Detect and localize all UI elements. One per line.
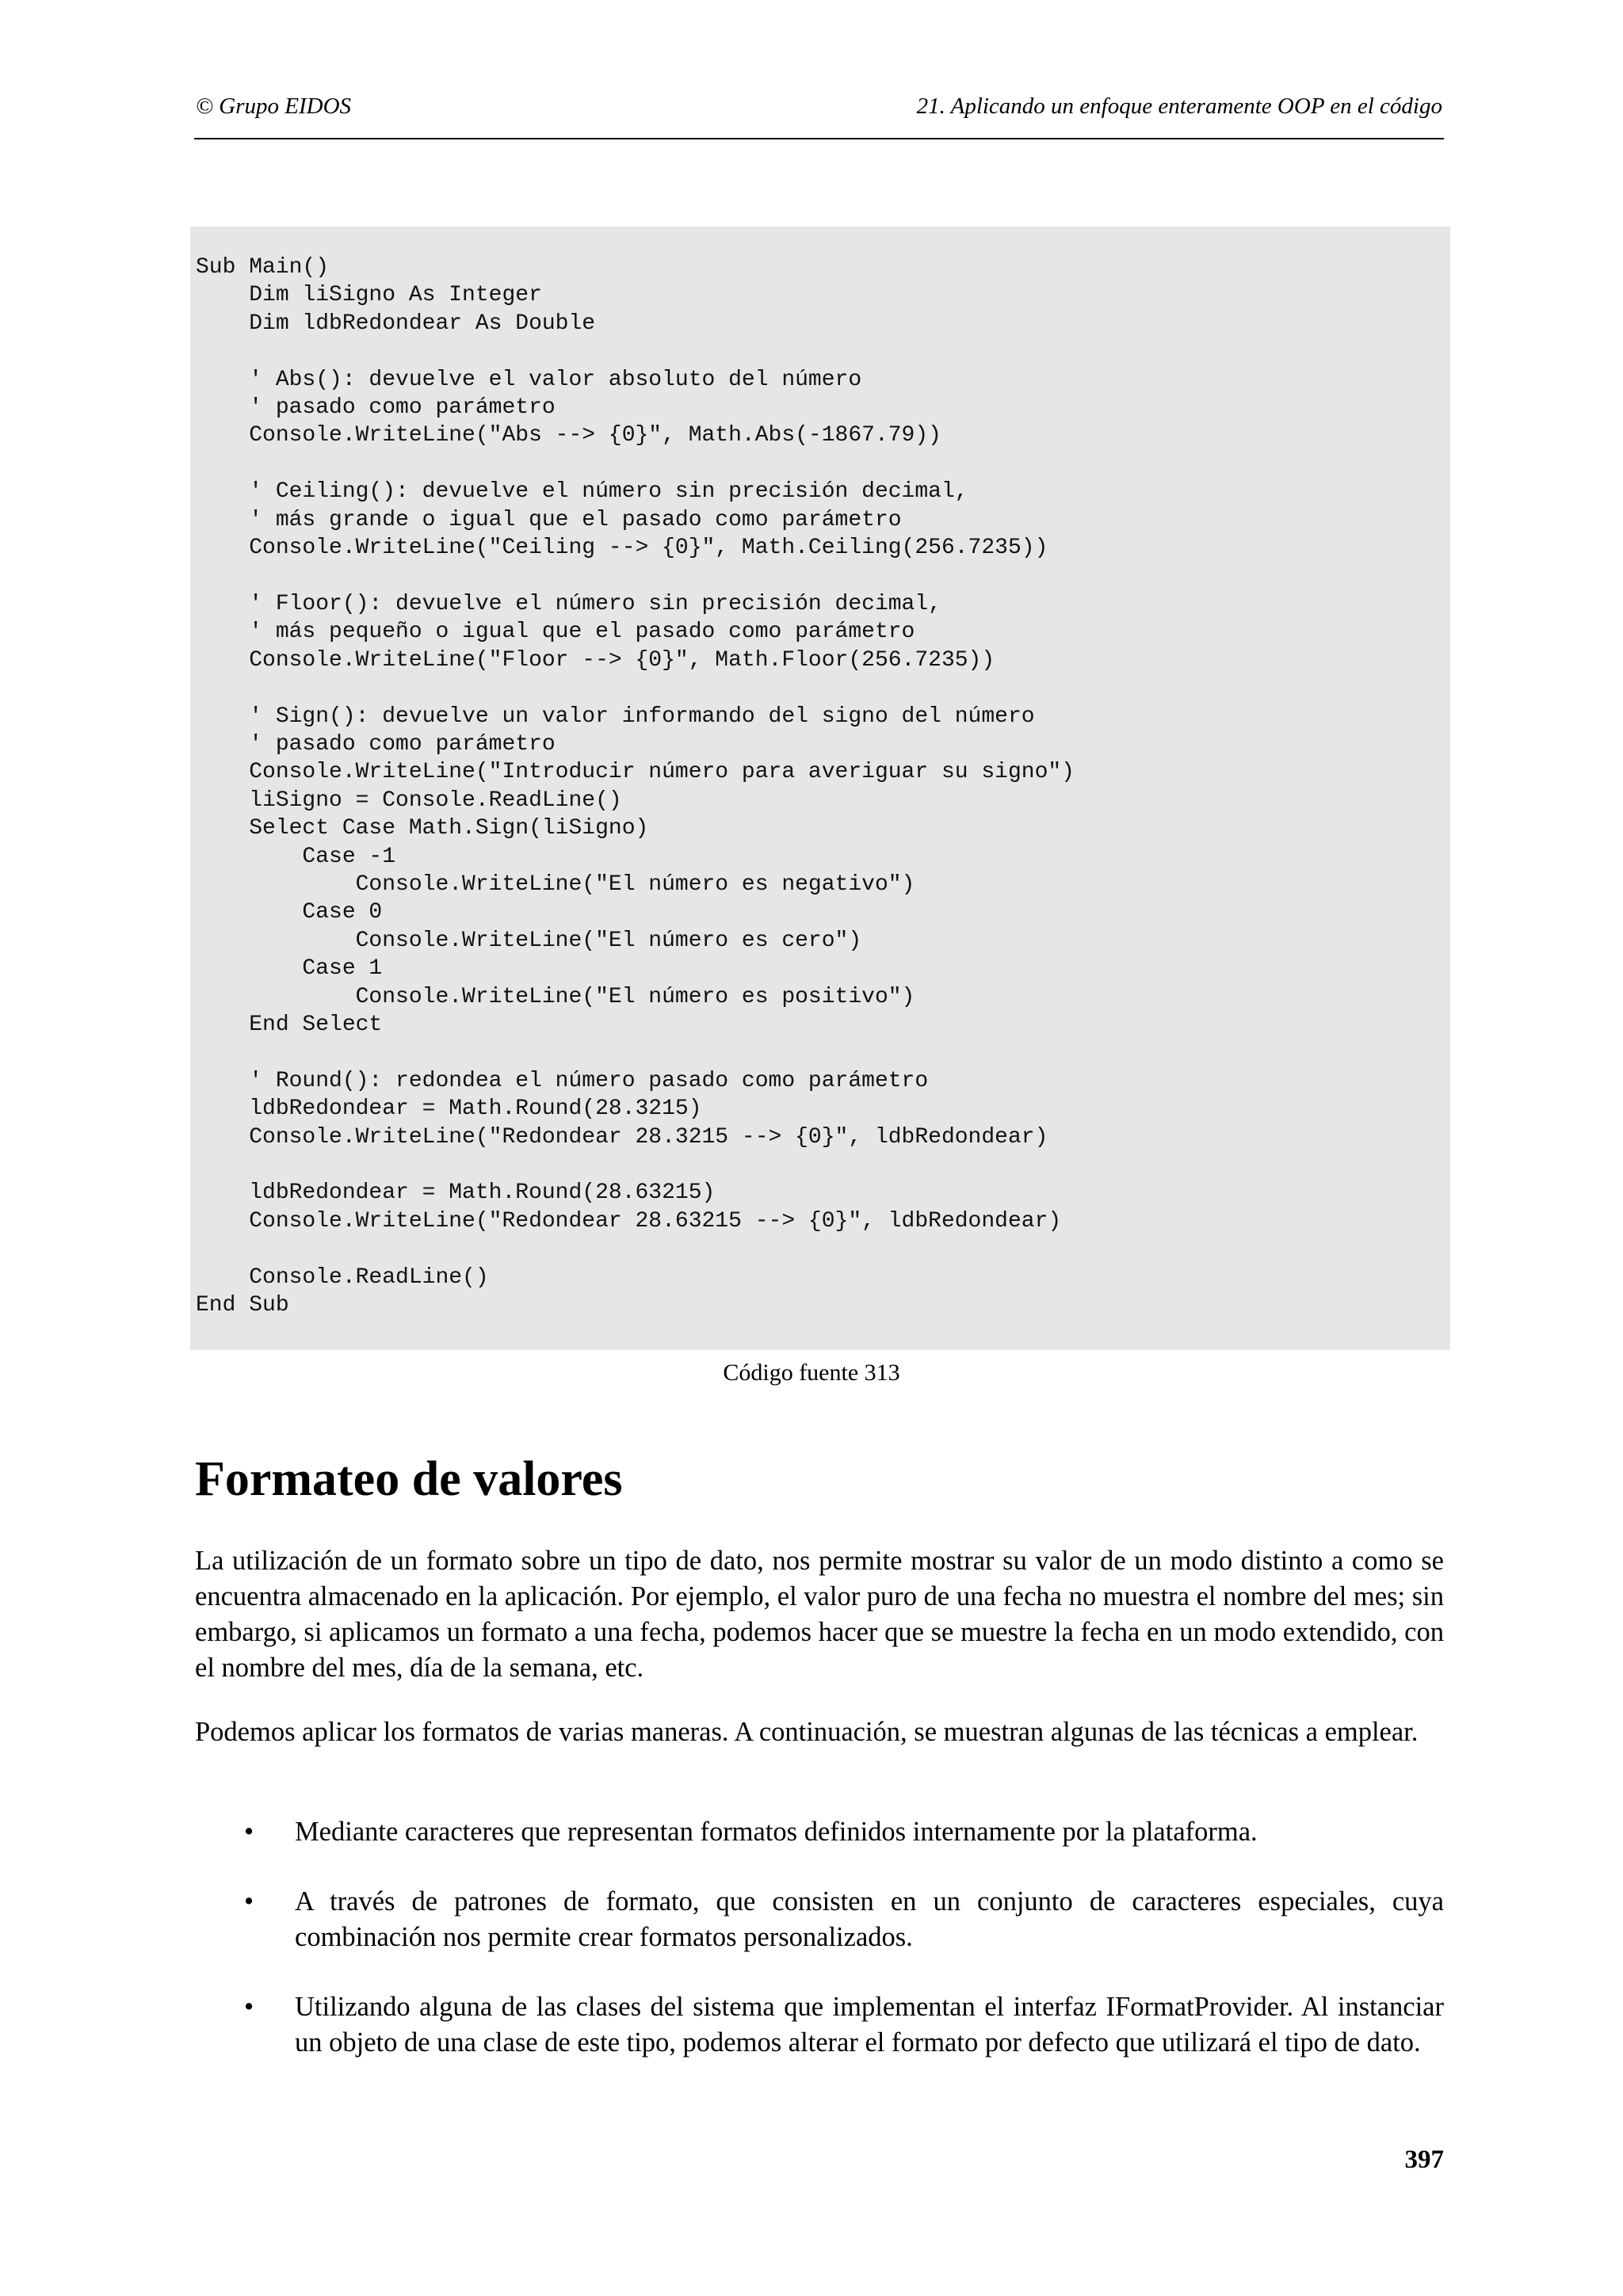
- bullet-item: [195, 1884, 1444, 1955]
- bullet-text: Utilizando alguna de las clases del sistema que implementan el interfaz IFormatProvider. Al instanciar un objeto de una clase de este tipo, podemos alterar el formato por defecto que utilizará el tipo de dato.: [295, 1992, 1444, 2058]
- bullet-text: Mediante caracteres que representan formatos definidos internamente por la plataforma.: [295, 1817, 1258, 1847]
- bullet-icon: •: [244, 1817, 254, 1847]
- page-number: 397: [1404, 2145, 1444, 2174]
- running-header-left: © Grupo EIDOS: [196, 93, 352, 119]
- bullet-icon: •: [244, 1992, 254, 2022]
- bullet-item: [195, 1989, 1444, 2061]
- paragraph-1: La utilización de un formato sobre un tipo de dato, nos permite mostrar su valor de un modo distinto a como se encuentra almacenado en la aplicación. Por ejemplo, el valor puro de una fecha no muestra el nombre del mes; sin embargo, si aplicamos un formato a una fecha, podemos hacer que se muestre la fecha en un modo extendido, con el nombre del mes, día de la semana, etc.: [195, 1546, 1444, 1683]
- bullet-list: [195, 1814, 1444, 2095]
- bullet-item: [195, 1814, 1444, 1850]
- running-header-right: 21. Aplicando un enfoque enteramente OOP en el código: [916, 93, 1442, 119]
- bullet-icon: •: [244, 1886, 254, 1917]
- bullet-text: A través de patrones de formato, que consisten en un conjunto de caracteres especiales, cuya combinación nos permite crear formatos personalizados.: [295, 1886, 1444, 1952]
- code-caption: Código fuente 313: [723, 1360, 900, 1386]
- code-listing: Sub Main() Dim liSigno As Integer Dim ldbRedondear As Double ' Abs(): devuelve el valor absoluto del número ' pasado como parámetro Console.WriteLine("Abs --> {0}", Math.Abs(-1867.79)) ' Ceiling(): devuelve el número sin precisión decimal, ' más grande o igual que el pasado como parámetro Console.WriteLine("Ceiling --> {0}", Math.Ceiling(256.7235)) ' Floor(): devuelve el número sin precisión decimal, ' más pequeño o igual que el pasado como parámetro Console.WriteLine("Floor --> {0}", Math.Floor(256.7235)) ' Sign(): devuelve un valor informando del signo del número ' pasado como parámetro Console.WriteLine("Introducir número para averiguar su signo") liSigno = Console.ReadLine() Select Case Math.Sign(liSigno) Case -1 Console.WriteLine("El número es negativo") Case 0 Console.WriteLine("El número es cero") Case 1 Console.WriteLine("El número es positivo") End Select ' Round(): redondea el número pasado como parámetro ldbRedondear = Math.Round(28.3215) Console.WriteLine("Redondear 28.3215 --> {0}", ldbRedondear) ldbRedondear = Math.Round(28.63215) Console.WriteLine("Redondear 28.63215 --> {0}", ldbRedondear) Console.ReadLine() End Sub: [196, 255, 1075, 1318]
- header-rule: [194, 138, 1444, 139]
- paragraph-2: Podemos aplicar los formatos de varias maneras. A continuación, se muestran algunas de las técnicas a emplear.: [195, 1717, 1419, 1747]
- section-title: Formateo de valores: [195, 1452, 623, 1506]
